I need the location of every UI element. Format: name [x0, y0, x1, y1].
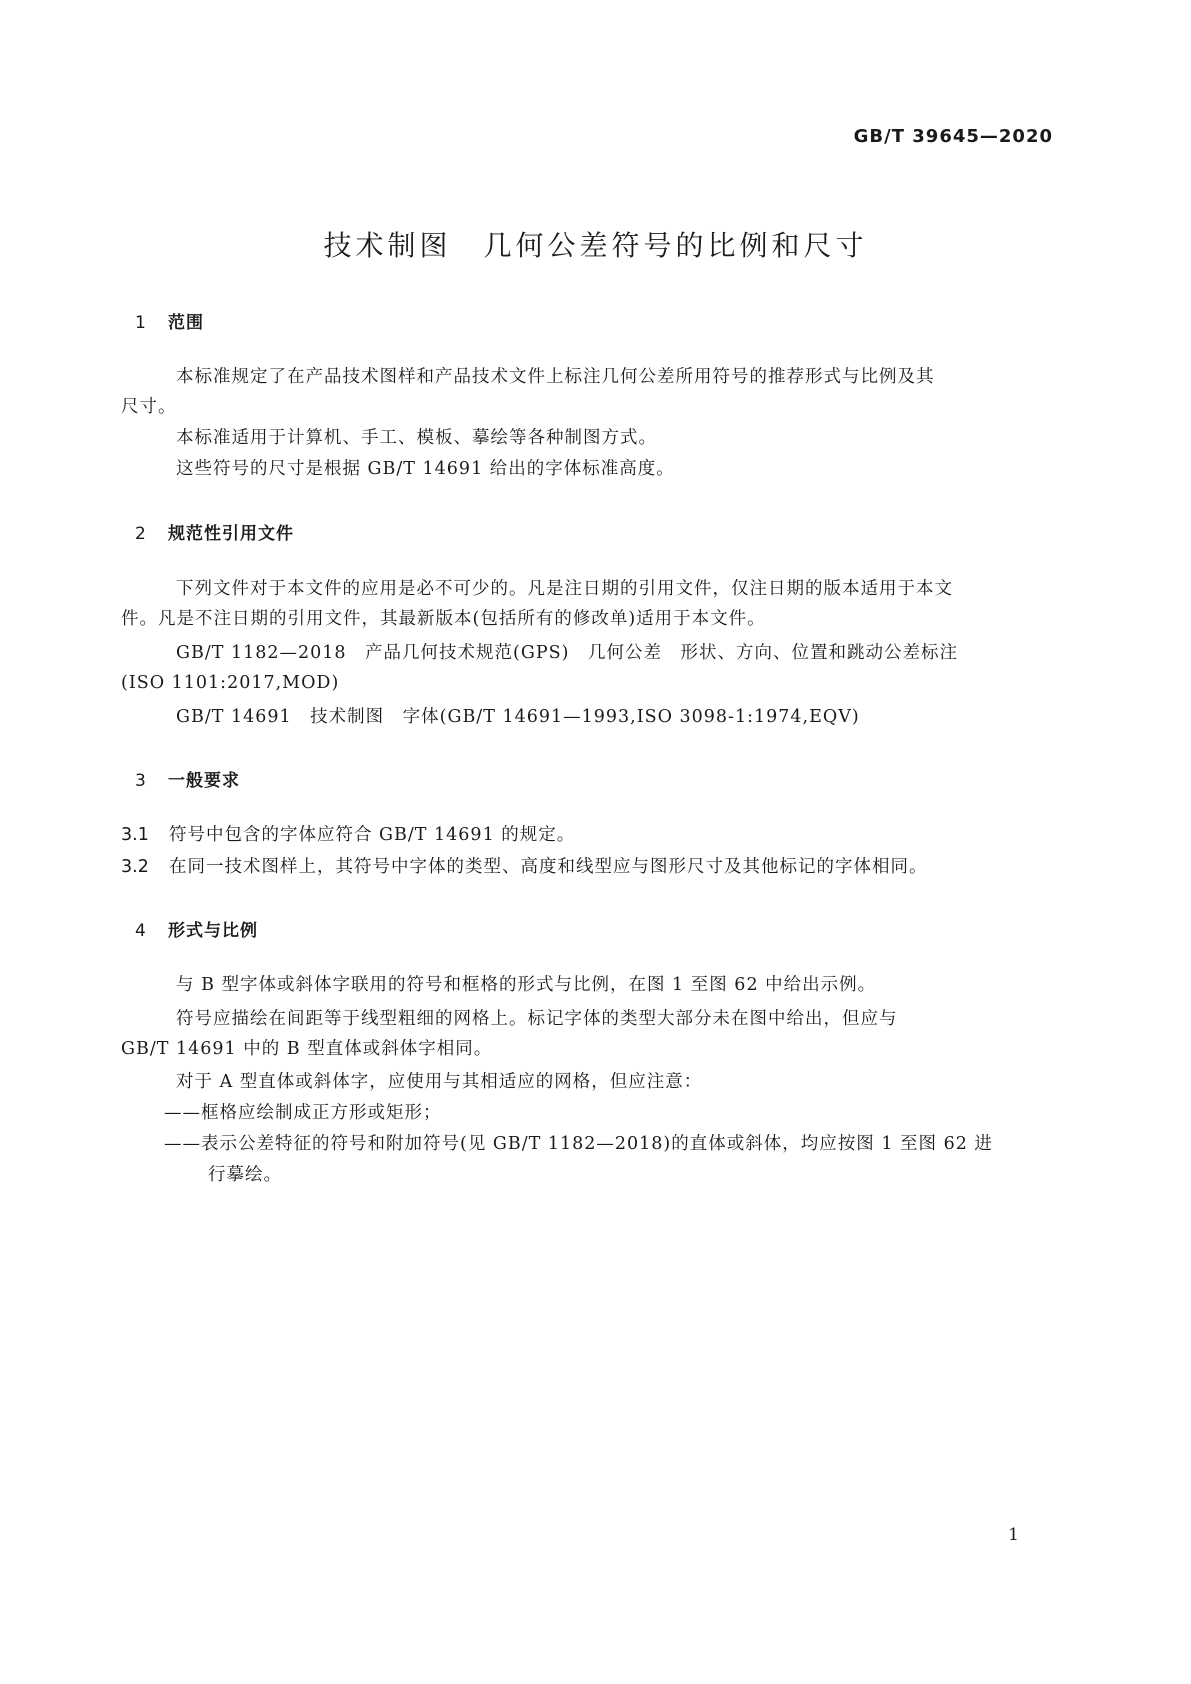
- section-title: 形式与比例: [168, 921, 258, 941]
- section-number: 2: [135, 524, 147, 544]
- paragraph-continuation: 件。凡是不注日期的引用文件，其最新版本(包括所有的修改单)适用于本文件。: [121, 609, 766, 629]
- section-1-heading: [135, 308, 204, 333]
- paragraph-continuation: 尺寸。: [121, 397, 177, 417]
- standard-code: GB/T 39645—2020: [853, 126, 1053, 147]
- paragraph: 对于 A 型直体或斜体字，应使用与其相适应的网格，但应注意：: [176, 1072, 703, 1092]
- paragraph: 符号应描绘在间距等于线型粗细的网格上。标记字体的类型大部分未在图中给出，但应与: [176, 1009, 898, 1029]
- clause-3-1: [121, 820, 575, 850]
- section-2-heading: [135, 519, 294, 544]
- list-item: ——框格应绘制成正方形或矩形；: [164, 1103, 442, 1123]
- section-title: 范围: [168, 313, 204, 333]
- paragraph-continuation: GB/T 14691 中的 B 型直体或斜体字相同。: [121, 1039, 493, 1059]
- reference-entry: GB/T 1182—2018 产品几何技术规范(GPS) 几何公差 形状、方向、位置和跳动公差标注: [176, 643, 958, 663]
- paragraph: 这些符号的尺寸是根据 GB/T 14691 给出的字体标准高度。: [176, 459, 675, 479]
- reference-entry: GB/T 14691 技术制图 字体(GB/T 14691—1993,ISO 3098-1:1974,EQV): [176, 707, 860, 727]
- clause-text: 在同一技术图样上，其符号中字体的类型、高度和线型应与图形尺寸及其他标记的字体相同。: [169, 857, 928, 877]
- section-title: 规范性引用文件: [168, 524, 294, 544]
- section-number: 3: [135, 771, 147, 791]
- paragraph: 下列文件对于本文件的应用是必不可少的。凡是注日期的引用文件，仅注日期的版本适用于本文: [176, 579, 953, 599]
- clause-number: 3.1: [121, 825, 149, 845]
- list-item: ——表示公差特征的符号和附加符号(见 GB/T 1182—2018)的直体或斜体，均应按图 1 至图 62 进: [164, 1134, 993, 1154]
- section-title: 一般要求: [168, 771, 240, 791]
- paragraph: 本标准规定了在产品技术图样和产品技术文件上标注几何公差所用符号的推荐形式与比例及其: [176, 367, 935, 387]
- section-3-heading: [135, 766, 240, 791]
- paragraph: 本标准适用于计算机、手工、模板、摹绘等各种制图方式。: [176, 428, 657, 448]
- page-number: 1: [1008, 1525, 1019, 1545]
- clause-3-2: [121, 852, 928, 882]
- section-number: 1: [135, 313, 147, 333]
- reference-entry-continuation: (ISO 1101:2017,MOD): [121, 673, 340, 693]
- section-number: 4: [135, 921, 147, 941]
- clause-number: 3.2: [121, 857, 149, 877]
- document-title: 技术制图 几何公差符号的比例和尺寸: [323, 229, 868, 262]
- section-4-heading: [135, 916, 258, 941]
- paragraph: 与 B 型字体或斜体字联用的符号和框格的形式与比例，在图 1 至图 62 中给出示例。: [176, 975, 877, 995]
- list-item-continuation: 行摹绘。: [208, 1165, 282, 1185]
- clause-text: 符号中包含的字体应符合 GB/T 14691 的规定。: [169, 825, 576, 845]
